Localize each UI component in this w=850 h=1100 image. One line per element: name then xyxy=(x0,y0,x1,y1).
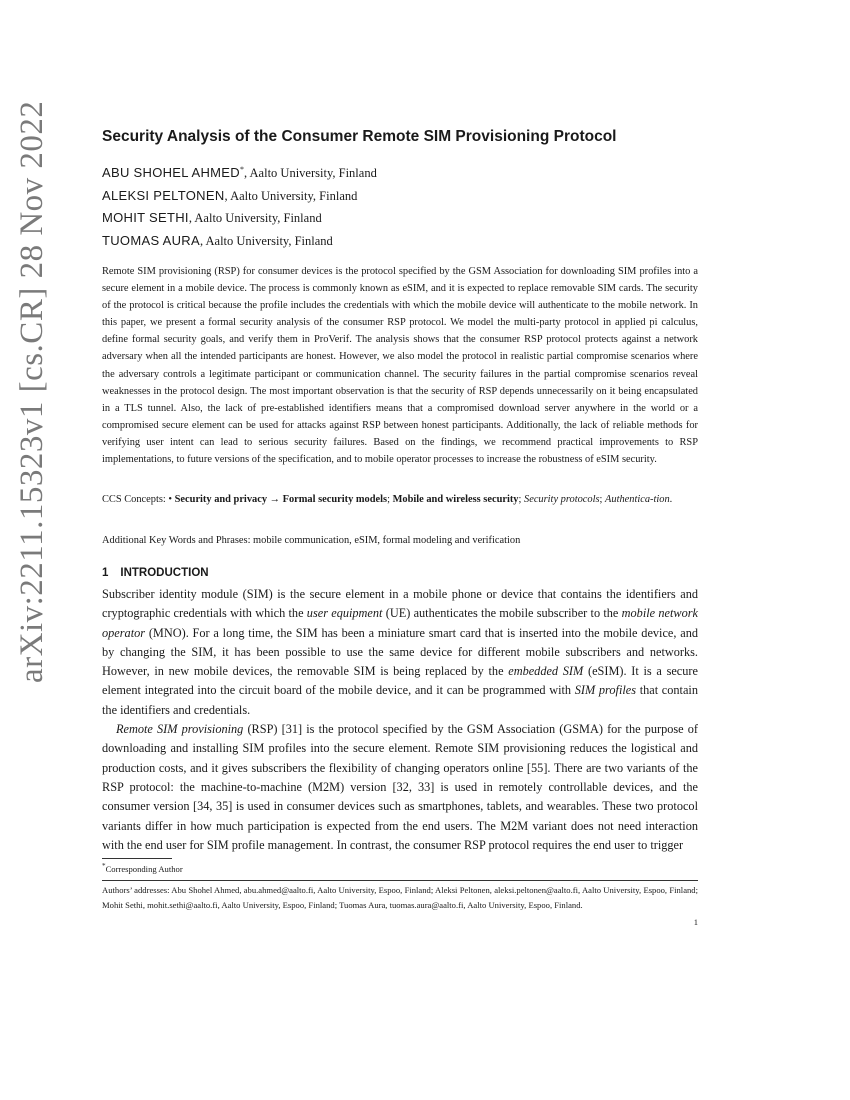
author-line xyxy=(102,210,322,226)
introduction-body xyxy=(102,585,698,855)
author-line xyxy=(102,188,357,204)
ccs-end: . xyxy=(669,494,673,505)
author-addresses: Authors’ addresses: Abu Shohel Ahmed, abu.ahmed@aalto.fi, Aalto University, Espoo, Finland; Aleksi Peltonen, aleksi.peltonen@aalto.fi, Aalto University, Espoo, Finland; Mohit Sethi, mohit.sethi@aalto.fi, Aalto University, Espoo, Finland; Tuomas Aura, tuomas.aura@aalto.fi, Aalto University, Espoo, Finland. xyxy=(102,885,698,910)
emphasis: Remote SIM provisioning xyxy=(116,722,244,737)
author-affiliation: , Aalto University, Finland xyxy=(243,166,377,181)
paragraph xyxy=(102,585,698,720)
text-run: (RSP) [31] is the protocol specified by the GSM Association (GSMA) for the purpose of downloading and installing SIM profiles into the secure element. Remote SIM provisioning reduces the logistical and production costs, and it gives subscribers the flexibility of changing operators online [55]. There are two variants of the RSP protocol: the machine-to-machine (M2M) version [32, 33] is used in remotely controllable devices, and the consumer version [34, 35] is used in consumer devices such as smartphones, tablets, and wearables. These two protocol variants differ in how much participation is expected from the end users. The M2M variant does not need interaction with the end user for SIM profile management. In contrast, the consumer RSP protocol requires the end user to trigger xyxy=(102,722,698,852)
footnote xyxy=(102,862,183,874)
ccs-bullet: • xyxy=(168,494,175,505)
text-run: (eSIM). It is a secure element integrated into the circuit board of the mobile device, and it can be programmed with xyxy=(102,664,698,698)
text-run: (UE) authenticates the mobile subscriber to the xyxy=(382,606,622,621)
footnote-text: Corresponding Author xyxy=(105,863,183,874)
emphasis: mobile network operator xyxy=(102,606,698,640)
footnote-marker: * xyxy=(102,862,106,870)
author-name: ABU SHOHEL AHMED xyxy=(102,165,240,181)
ccs-arrow: → xyxy=(267,494,283,505)
emphasis: embedded SIM xyxy=(508,664,584,679)
ccs-term: Mobile and wireless security xyxy=(392,494,519,505)
ccs-concepts xyxy=(102,491,698,508)
ccs-term: Security protocols xyxy=(524,494,600,505)
ccs-separator: ; xyxy=(387,494,393,505)
page-number: 1 xyxy=(693,917,698,927)
text-run: (MNO). For a long time, the SIM has been a miniature smart card that is inserted into the mobile device, and by changing the SIM, it has been possible to use the same device for different mobile subscribers and networks. However, in new mobile devices, the removable SIM is being replaced by the xyxy=(102,625,698,679)
ccs-label: CCS Concepts: xyxy=(102,494,169,505)
author-affiliation: , Aalto University, Finland xyxy=(199,234,333,248)
text-run: Subscriber identity module (SIM) is the secure element in a mobile phone or device that contains the identifiers and cryptographic credentials with which the xyxy=(102,587,698,621)
ccs-separator: ; xyxy=(518,494,525,505)
author-name: TUOMAS AURA xyxy=(102,233,200,248)
section-heading xyxy=(102,567,209,579)
footnote-divider xyxy=(102,858,172,859)
paper-title: Security Analysis of the Consumer Remote SIM Provisioning Protocol xyxy=(102,128,617,145)
ccs-term: Security and privacy xyxy=(174,494,268,505)
author-line xyxy=(102,233,333,249)
keywords: Additional Key Words and Phrases: mobile communication, eSIM, formal modeling and verification xyxy=(102,535,521,546)
author-footnote-marker: * xyxy=(239,165,244,174)
author-line xyxy=(102,165,377,181)
address-divider xyxy=(102,880,698,881)
arxiv-identifier: arXiv:2211.15323v1 [cs.CR] 28 Nov 2022 xyxy=(14,100,50,683)
paragraph xyxy=(102,720,698,855)
abstract: Remote SIM provisioning (RSP) for consumer devices is the protocol specified by the GSM Association for downloading SIM profiles into a secure element in a mobile device. The process is commonly known as eSIM, and it is expected to replace removable SIM cards. The security of the protocol is critical because the profile includes the credentials with which the mobile device will authenticate to the mobile network. In this paper, we present a formal security analysis of the consumer RSP protocol. We model the multi-party protocol in applied pi calculus, define formal security goals, and verify them in ProVerif. The analysis shows that the consumer RSP protocol protects against a network adversary when all the intended participants are honest. However, we also model the protocol in realistic partial compromise scenarios where the adversary controls a legitimate participant or communication channel. The security failures in the partial compromise scenarios reveal weaknesses in the protocol design. The most important observation is that the security of RSP depends unnecessarily on it being encapsulated in a TLS tunnel. Also, the lack of pre-established identifiers means that a compromised download server anywhere in the world or a compromised secure element can be used for attacks against RSP between honest participants. Additionally, the lack of reliable methods for verifying user intent can lead to serious security failures. Based on the findings, we recommend practical improvements to RSP implementations, to future versions of the specification, and to mobile operator processes to increase the robustness of eSIM security. xyxy=(102,266,698,466)
author-affiliation: , Aalto University, Finland xyxy=(224,189,358,203)
section-number: 1 xyxy=(102,567,109,579)
emphasis: SIM profiles xyxy=(574,683,637,698)
ccs-term: Authentica-tion xyxy=(605,494,670,505)
ccs-separator: ; xyxy=(599,494,606,505)
author-affiliation: , Aalto University, Finland xyxy=(188,211,322,225)
author-name: MOHIT SETHI xyxy=(102,210,189,225)
text-run: that contain the identifiers and credentials. xyxy=(102,683,698,717)
author-name: ALEKSI PELTONEN xyxy=(102,188,225,203)
section-title: INTRODUCTION xyxy=(120,567,209,579)
ccs-term: Formal security models xyxy=(282,494,388,505)
emphasis: user equipment xyxy=(306,606,383,621)
